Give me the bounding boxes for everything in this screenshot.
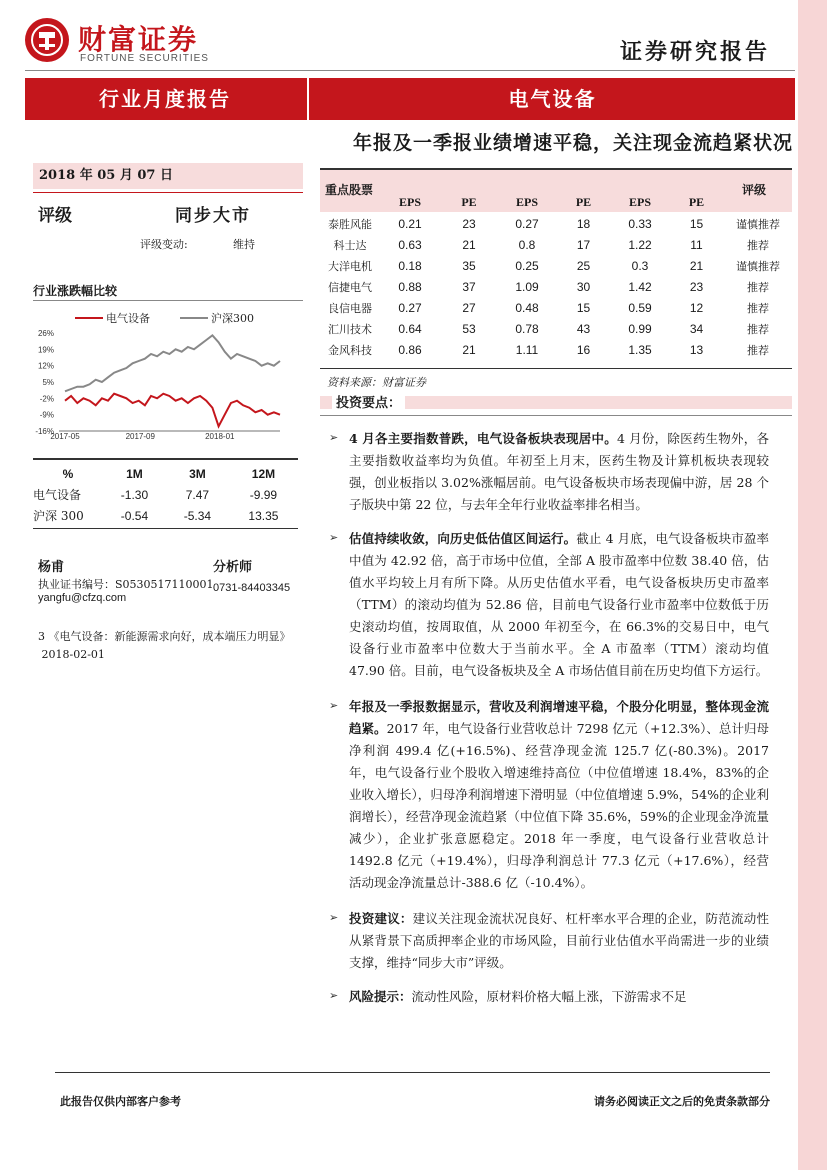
analyst-name: 杨甫: [38, 560, 65, 575]
key-point-text: [349, 986, 769, 1008]
side-strip: [798, 0, 827, 1170]
band-report-category: 行业月度报告: [99, 87, 231, 111]
header-rule: [25, 70, 795, 71]
stock-col-header: EPS: [628, 195, 651, 209]
stock-cell: 0.27: [515, 216, 539, 231]
key-point-body: 截止 4 月底，电气设备板块市盈率中值为 42.92 倍，高于市场中位值，全部 A 股市盈率中位数 38.40 倍，估值水平均较上月有所下降。从历史估值水平看，电气设备板块历史市盈率（TTM）的滚动均值为 52.86 倍，目前电气设备行业市盈率中位数低于历史滚动均值，按周取值，从 2000 年初至今，在 66.3%的交易日中，电气设备行业市盈率中位数大于当前水平。全 A 市盈率（TTM）滚动均值 47.90 倍。目前，电气设备板块及全 A 市场估值目前在历史均值下方运行。: [349, 531, 769, 678]
related-report-title: 3 《电气设备：新能源需求向好，成本端压力明显》: [38, 630, 291, 643]
stock-table: [320, 192, 792, 360]
bullet-arrow-icon: ➢: [329, 911, 339, 924]
footer-disclaimer-left: 此报告仅供内部客户参考: [60, 1095, 181, 1108]
stock-cell: 0.25: [515, 258, 539, 273]
key-point-body: 流动性风险，原材料价格大幅上涨，下游需求不足: [411, 989, 687, 1004]
logo-icon: [25, 18, 69, 62]
x-tick-label: 2017-09: [125, 432, 155, 441]
stock-cell: 15: [576, 300, 591, 315]
trend-chart: [30, 305, 305, 445]
key-point-body: 2017 年，电气设备行业营收总计 7298 亿元（+12.3%）、总计归母净利润 499.4 亿(+16.5%)、经营净现金流 125.7 亿(-80.3%)。2017 年，电气设备行业个股收入增速维持高位（中位值增速 18.4%，83%的企业收入增长），归母净利润增速下滑明显（中位值增速 5.9%，54%的企业利润增长），经营净现金流趋紧（中位值下降 35.6%，59%的企业现金净流量减少），企业扩张意愿稳定。2018 年一季度，电气设备行业营收总计 1492.8 亿元（+19.4%），归母净利润总计 77.3 亿元（+17.6%），经营活动现金净流量总计-388.6 亿（-10.4%）。: [349, 721, 769, 890]
band-industry: 电气设备: [508, 87, 597, 111]
key-point: [327, 908, 769, 974]
stock-cell: 0.59: [628, 300, 652, 315]
stock-row: [320, 234, 792, 255]
stock-table-title: 重点股票: [325, 183, 374, 197]
stock-cell: 1.35: [628, 342, 652, 357]
band-separator: [307, 78, 309, 120]
stock-rating: 推荐: [747, 322, 769, 336]
trend-rule: [33, 300, 303, 301]
stock-cell: 23: [462, 216, 476, 231]
stock-cell: 21: [689, 258, 704, 273]
key-point: [327, 986, 769, 1008]
stock-cell: 0.99: [628, 321, 652, 336]
stock-rating: 推荐: [747, 301, 769, 315]
perf-bottom-rule: [33, 528, 298, 529]
series-line: [65, 335, 280, 391]
stock-cell: 43: [576, 321, 591, 336]
rating-change-value: 维持: [233, 238, 255, 251]
stock-cell: 0.3: [631, 258, 649, 273]
perf-row: [33, 505, 298, 526]
stock-cell: 1.11: [515, 342, 539, 357]
stock-col-header: EPS: [398, 195, 421, 209]
stock-cell: 0.88: [398, 279, 422, 294]
perf-cell: -9.99: [249, 487, 278, 502]
y-tick-label: -16%: [35, 427, 54, 436]
perf-row: [33, 484, 298, 505]
bullet-arrow-icon: ➢: [329, 531, 339, 544]
stock-col-header: EPS: [515, 195, 538, 209]
key-point: [327, 528, 769, 682]
stock-cell: 1.22: [628, 237, 652, 252]
stock-name: 大洋电机: [328, 259, 372, 273]
stock-cell: 0.63: [398, 237, 422, 252]
stock-cell: 37: [462, 279, 476, 294]
stock-cell: 0.78: [515, 321, 539, 336]
stock-col-header: PE: [688, 195, 705, 209]
stock-rating-header: 评级: [742, 183, 767, 197]
stock-name: 科士达: [333, 238, 367, 252]
stock-cell: 13: [689, 342, 704, 357]
legend-label: 电气设备: [106, 312, 150, 325]
stock-row: [320, 318, 792, 339]
stock-rating: 推荐: [747, 238, 769, 252]
stock-rating: 谨慎推荐: [736, 217, 780, 231]
bullet-arrow-icon: ➢: [329, 699, 339, 712]
key-point-lead: 4 月各主要指数普跌，电气设备板块表现居中。: [349, 431, 617, 446]
stock-rating: 推荐: [747, 280, 769, 294]
stock-cell: 21: [462, 342, 476, 357]
perf-top-rule: [33, 458, 298, 460]
stock-cell: 53: [462, 321, 476, 336]
perf-header-cell: 1M: [126, 466, 143, 481]
key-point-text: [349, 428, 769, 516]
key-point-lead: 投资建议：: [349, 911, 413, 926]
stock-cell: 0.48: [515, 300, 539, 315]
stock-cell: 25: [576, 258, 591, 273]
stock-col-header: PE: [461, 195, 477, 209]
y-tick-label: 12%: [37, 361, 54, 371]
rating-label: 评级: [38, 206, 72, 226]
stock-rating: 谨慎推荐: [736, 259, 780, 273]
perf-cell: -0.54: [120, 508, 149, 523]
key-point: [327, 696, 769, 894]
date-rule: [33, 192, 303, 193]
stock-cell: 35: [462, 258, 476, 273]
key-point-text: [349, 908, 769, 974]
perf-cell: 沪深 300: [33, 509, 84, 523]
points-rule: [320, 415, 792, 416]
key-point: [327, 428, 769, 516]
stock-cell: 0.33: [628, 216, 652, 231]
stock-cell: 23: [689, 279, 704, 294]
stock-cell: 27: [462, 300, 476, 315]
key-points: [327, 428, 769, 1008]
perf-table: [33, 463, 298, 526]
rating-change-label: 评级变动:: [140, 238, 188, 251]
perf-table-wrap: [33, 458, 298, 529]
perf-cell: -5.34: [183, 508, 212, 523]
bullet-arrow-icon: ➢: [329, 431, 339, 444]
report-date: 2018 年 05 月 07 日: [33, 163, 303, 189]
stock-cell: 34: [689, 321, 704, 336]
perf-header-cell: 3M: [189, 466, 206, 481]
stock-col-header: PE: [575, 195, 592, 209]
points-title: 投资要点：: [332, 392, 405, 411]
rating-value: 同步大市: [175, 206, 251, 226]
stock-col-header-row: [320, 192, 792, 213]
perf-cell: 13.35: [248, 508, 279, 523]
analyst-phone: 0731-84403345: [213, 582, 291, 594]
y-tick-label: 26%: [37, 329, 54, 338]
stock-name: 信捷电气: [328, 280, 372, 294]
stock-cell: 12: [689, 300, 704, 315]
perf-header-row: [33, 463, 298, 484]
trend-section-title: 行业涨跌幅比较: [33, 284, 118, 298]
stock-row: [320, 213, 792, 234]
key-point-lead: 年报及一季报数据显示，营收及利润增速平稳，个股分化明显，整体现金流趋紧。: [349, 699, 769, 736]
related-report: [38, 628, 300, 664]
key-point-text: [349, 696, 769, 894]
series-line: [65, 394, 280, 427]
stock-cell: 0.27: [398, 300, 422, 315]
legend-label: 沪深300: [211, 312, 254, 325]
stock-row: [320, 297, 792, 318]
stock-cell: 1.09: [515, 279, 539, 294]
report-headline: 年报及一季报业绩增速平稳，关注现金流趋紧状况: [352, 132, 793, 154]
key-point-lead: 风险提示：: [349, 989, 412, 1004]
x-tick-label: 2018-01: [205, 432, 235, 441]
stock-name: 金风科技: [328, 343, 372, 357]
stock-cell: 17: [576, 237, 591, 252]
analyst-cert: 执业证书编号：S0530517110001: [38, 578, 214, 591]
stock-cell: 1.42: [628, 279, 652, 294]
y-tick-label: 19%: [37, 345, 54, 355]
perf-cell: 电气设备: [33, 488, 82, 502]
stock-row: [320, 276, 792, 297]
stock-cell: 21: [462, 237, 476, 252]
stock-cell: 0.21: [398, 216, 422, 231]
perf-cell: -1.30: [120, 487, 149, 502]
stock-bottom-rule: [320, 368, 792, 369]
related-report-date: 2018-02-01: [41, 648, 105, 661]
bullet-arrow-icon: ➢: [329, 989, 339, 1002]
key-point-body: 建议关注现金流状况良好、杠杆率水平合理的企业，防范流动性从紧背景下高质押率企业的市场风险，目前行业估值水平尚需进一步的业绩支撑，维持“同步大市”评级。: [349, 911, 769, 970]
stock-cell: 0.18: [398, 258, 422, 273]
key-point-text: [349, 528, 769, 682]
stock-row: [320, 339, 792, 360]
stock-cell: 15: [689, 216, 704, 231]
stock-name: 汇川技术: [328, 322, 372, 336]
stock-rating: 推荐: [747, 343, 769, 357]
report-type: 证券研究报告: [620, 39, 771, 65]
perf-header-cell: %: [62, 466, 74, 481]
stock-cell: 0.86: [398, 342, 422, 357]
stock-cell: 16: [576, 342, 591, 357]
stock-source: 资料来源：财富证券: [327, 376, 426, 389]
stock-name: 良信电器: [328, 301, 372, 315]
stock-name: 泰胜风能: [328, 217, 372, 231]
key-point-body: 4 月份，除医药生物外，各主要指数收益率均为负值。年初至上月末，医药生物及计算机板块表现较强，创业板指以 3.02%涨幅居前。电气设备板块市场表现偏中游，居 28 个子版块中第 22 位，与去年全年行业收益率排名相当。: [349, 431, 769, 512]
stock-cell: 30: [576, 279, 591, 294]
y-tick-label: -9%: [39, 410, 54, 420]
perf-header-cell: 12M: [251, 466, 276, 481]
stock-row: [320, 255, 792, 276]
footer-disclaimer-right: 请务必阅读正文之后的免责条款部分: [594, 1095, 770, 1108]
stock-cell: 18: [576, 216, 591, 231]
logo-subtext: FORTUNE SECURITIES: [80, 53, 209, 64]
stock-cell: 0.8: [518, 237, 536, 252]
analyst-role: 分析师: [213, 560, 253, 575]
x-tick-label: 2017-05: [50, 432, 80, 441]
perf-cell: 7.47: [185, 487, 210, 502]
y-tick-label: -2%: [39, 394, 54, 404]
stock-cell: 11: [690, 237, 703, 252]
logo-text: 财富证券: [78, 23, 199, 56]
stock-cell: 0.64: [398, 321, 422, 336]
analyst-email: yangfu@cfzq.com: [38, 592, 127, 604]
footer-rule: [55, 1072, 770, 1073]
key-point-lead: 估值持续收敛，向历史低估值区间运行。: [349, 531, 577, 546]
y-tick-label: 5%: [42, 378, 54, 387]
